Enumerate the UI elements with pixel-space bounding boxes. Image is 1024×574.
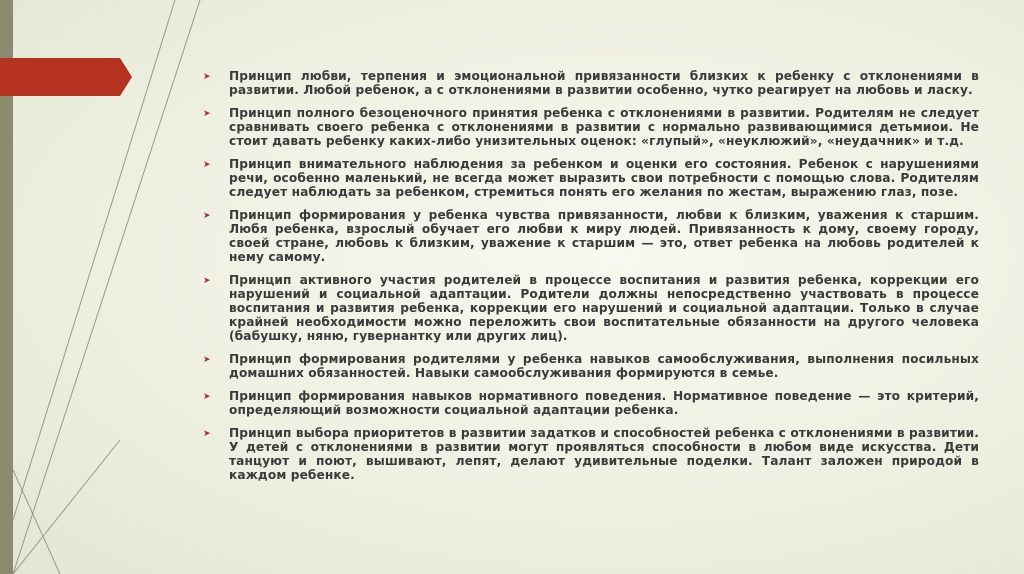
list-item-text: Принцип любви, терпения и эмоциональной привязанности близких к ребенку с отклонениями в развитии. Любой ребенок, а с отклонениями в развитии особенно, чутко реагирует на любовь и ласку.: [229, 69, 979, 97]
list-item-text: Принцип формирования навыков нормативного поведения. Нормативное поведение — это критерий, определяющий возможности социальной адаптации ребенка.: [229, 389, 979, 417]
arrow-bullet-icon: ➤: [203, 276, 211, 286]
arrow-bullet-icon: ➤: [203, 211, 211, 221]
list-item-text: Принцип внимательного наблюдения за ребенком и оценки его состояния. Ребенок с нарушениями речи, особенно маленький, не всегда может выразить свои потребности с помощью слова. Родителям следует наблюдать за ребенком, стремиться понять его желания по жестам, выражению глаз, позе.: [229, 157, 979, 199]
arrow-bullet-icon: ➤: [203, 160, 211, 170]
principles-list: [203, 69, 979, 491]
list-item: [203, 157, 979, 199]
list-item-text: Принцип полного безоценочного принятия ребенка с отклонениями в развитии. Родителям не следует сравнивать своего ребенка с отклонениями в развитии с нормально развивающимися детьмиои. Не стоит давать ребенку каких-либо унизительных оценок: «глупый», «неуклюжий», «неудачник» и т.д.: [229, 106, 979, 148]
list-item: [203, 208, 979, 264]
list-item-text: Принцип формирования у ребенка чувства привязанности, любви к близким, уважения к старшим. Любя ребенка, взрослый обучает его любви к миру людей. Привязанность к дому, своему городу, своей стране, любовь к близким, уважение к старшим — это, ответ ребенка на любовь родителей к нему самому.: [229, 208, 979, 264]
arrow-bullet-icon: ➤: [203, 429, 211, 439]
list-item-text: Принцип формирования родителями у ребенка навыков самообслуживания, выполнения посильных домашних обязанностей. Навыки самообслуживания формируются в семье.: [229, 352, 979, 380]
list-item-text: Принцип активного участия родителей в процессе воспитания и развития ребенка, коррекции его нарушений и социальной адаптации. Родители должны непосредственно участвовать в процессе воспитания и развития ребенка, коррекции его нарушений и социальной адаптации. Только в случае крайней необходимости можно переложить свои воспитательные обязанности на другого человека (бабушку, няню, гувернантку или других лиц).: [229, 273, 979, 343]
list-item: [203, 69, 979, 97]
list-item: [203, 426, 979, 482]
arrow-bullet-icon: ➤: [203, 72, 211, 82]
list-item-text: Принцип выбора приоритетов в развитии задатков и способностей ребенка с отклонениями в развитии. У детей с отклонениями в развитии могут проявляться способности в любом виде искусства. Дети танцуют и поют, вышивают, лепят, делают удивительные поделки. Талант заложен природой в каждом ребенке.: [229, 426, 979, 482]
arrow-bullet-icon: ➤: [203, 109, 211, 119]
arrow-bullet-icon: ➤: [203, 355, 211, 365]
title-accent-tab: [0, 58, 132, 96]
list-item: [203, 389, 979, 417]
list-item: [203, 273, 979, 343]
list-item: [203, 106, 979, 148]
list-item: [203, 352, 979, 380]
arrow-bullet-icon: ➤: [203, 392, 211, 402]
